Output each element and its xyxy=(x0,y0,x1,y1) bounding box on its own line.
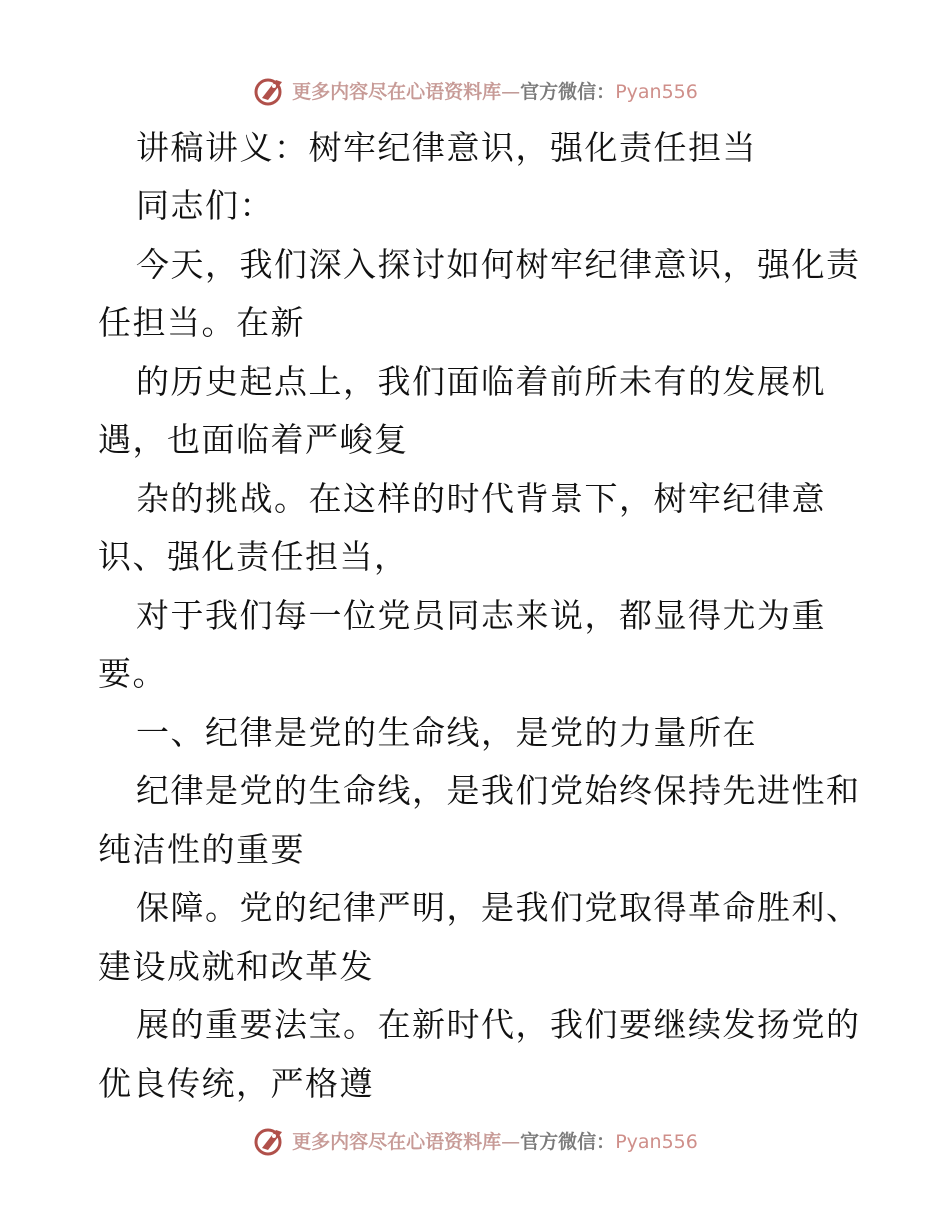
paragraph-line: 任担当。在新 xyxy=(98,303,305,342)
watermark-id-text: Pyan556 xyxy=(615,80,698,103)
watermark-id-text: Pyan556 xyxy=(615,1130,698,1153)
paragraph-line: 建设成就和改革发 xyxy=(98,947,374,986)
watermark-sub-text: 官方微信： xyxy=(520,1130,616,1153)
pen-nib-circle-icon xyxy=(252,1122,288,1158)
watermark-main-text: 更多内容尽在心语资料库 xyxy=(292,80,502,103)
section-heading: 一、纪律是党的生命线，是党的力量所在 xyxy=(136,713,757,752)
paragraph-line: 优良传统，严格遵 xyxy=(98,1064,374,1103)
paragraph-line: 识、强化责任担当， xyxy=(98,537,409,576)
watermark-sub-text: 官方微信： xyxy=(520,80,616,103)
paragraph-line: 展的重要法宝。在新时代，我们要继续发扬党的 xyxy=(136,1005,861,1044)
document-title: 讲稿讲义：树牢纪律意识，强化责任担当 xyxy=(136,128,757,167)
header-watermark xyxy=(0,70,950,110)
paragraph-line: 今天，我们深入探讨如何树牢纪律意识，强化责 xyxy=(136,245,861,284)
paragraph-line: 纯洁性的重要 xyxy=(98,830,305,869)
paragraph-line: 的历史起点上，我们面临着前所未有的发展机 xyxy=(136,362,826,401)
watermark-dash: — xyxy=(501,1130,521,1153)
paragraph-line: 杂的挑战。在这样的时代背景下，树牢纪律意 xyxy=(136,479,826,518)
paragraph-line: 对于我们每一位党员同志来说，都显得尤为重 xyxy=(136,596,826,635)
footer-watermark xyxy=(0,1120,950,1160)
paragraph-line: 遇，也面临着严峻复 xyxy=(98,420,409,459)
paragraph-line: 保障。党的纪律严明，是我们党取得革命胜利、 xyxy=(136,888,861,927)
paragraph-line: 纪律是党的生命线，是我们党始终保持先进性和 xyxy=(136,771,861,810)
paragraph-line: 要。 xyxy=(98,654,167,693)
watermark-dash: — xyxy=(501,80,521,103)
watermark-main-text: 更多内容尽在心语资料库 xyxy=(292,1130,502,1153)
pen-nib-circle-icon xyxy=(252,72,288,108)
salutation: 同志们： xyxy=(136,186,274,225)
